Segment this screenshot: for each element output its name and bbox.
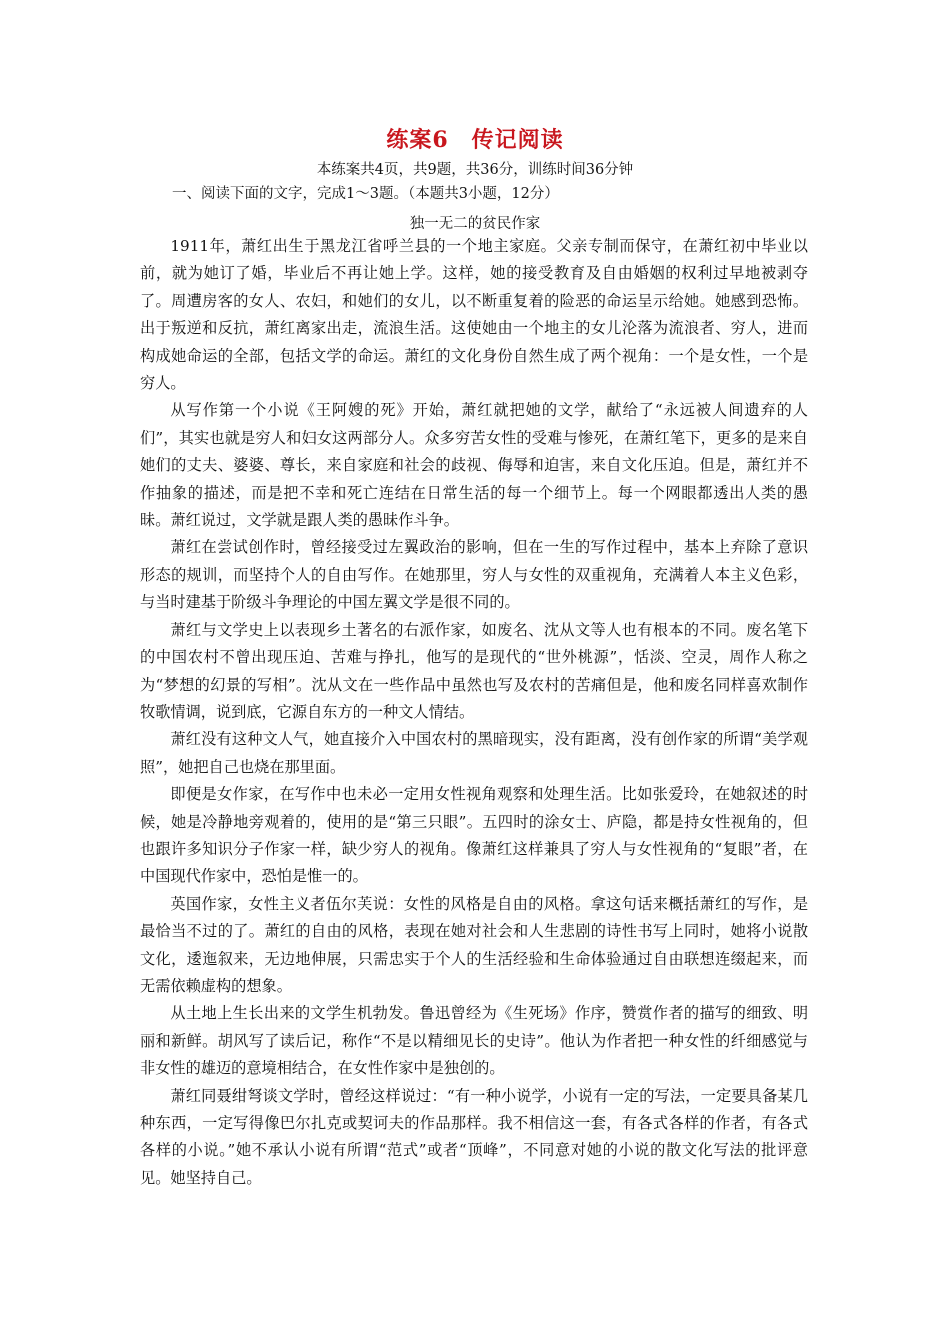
paragraph: 萧红同聂绀弩谈文学时，曾经这样说过：“有一种小说学，小说有一定的写法，一定要具备某几种东西，一定写得像巴尔扎克或契诃夫的作品那样。我不相信这一套，有各式各样的作者，有各式各样的小说。”她不承认小说有所谓“范式”或者“顶峰”，不同意对她的小说的散文化写法的批评意见。她坚持自己。 xyxy=(140,1086,808,1187)
exercise-meta: 本练案共4页，共9题，共36分，训练时间36分钟 xyxy=(316,162,634,178)
paragraph: 萧红与文学史上以表现乡土著名的右派作家，如废名、沈从文等人也有根本的不同。废名笔下的中国农村不曾出现压迫、苦难与挣扎，他写的是现代的“世外桃源”，恬淡、空灵，周作人称之为“梦想的幻景的写相”。沈从文在一些作品中虽然也写及农村的苦痛但是，他和废名同样喜欢制作牧歌情调，说到底，它源自东方的一种文人情结。 xyxy=(140,620,808,721)
paragraph: 1911年，萧红出生于黑龙江省呼兰县的一个地主家庭。父亲专制而保守，在萧红初中毕业以前，就为她订了婚，毕业后不再让她上学。这样，她的接受教育及自由婚姻的权利过早地被剥夺了。周遭房客的女人、农妇，和她们的女儿，以不断重复着的险恶的命运呈示给她。她感到恐怖。出于叛逆和反抗，萧红离家出走，流浪生活。这使她由一个地主的女儿沦落为流浪者、穷人，进而构成她命运的全部，包括文学的命运。萧红的文化身份自然生成了两个视角：一个是女性，一个是穷人。 xyxy=(140,237,808,393)
article-title: 独一无二的贫民作家 xyxy=(409,216,541,232)
paragraph: 即便是女作家，在写作中也未必一定用女性视角观察和处理生活。比如张爱玲，在她叙述的时候，她是冷静地旁观着的，使用的是“第三只眼”。五四时的涂女士、庐隐，都是持女性视角的，但也跟许多知识分子作家一样，缺少穷人的视角。像萧红这样兼具了穷人与女性视角的“复眼”者，在中国现代作家中，恐怕是惟一的。 xyxy=(140,785,808,886)
paragraph: 从土地上生长出来的文学生机勃发。鲁迅曾经为《生死场》作序，赞赏作者的描写的细致、明丽和新鲜。胡风写了读后记，称作“不是以精细见长的史诗”。他认为作者把一种女性的纤细感觉与非女性的雄迈的意境相结合，在女性作家中是独创的。 xyxy=(140,1004,808,1078)
section-instruction: 一、阅读下面的文字，完成1～3题。（本题共3小题，12分） xyxy=(172,186,559,202)
article-body xyxy=(140,233,808,1192)
page-title: 练案6 传记阅读 xyxy=(386,127,564,153)
paragraph: 萧红在尝试创作时，曾经接受过左翼政治的影响，但在一生的写作过程中，基本上弃除了意识形态的规训，而坚持个人的自由写作。在她那里，穷人与女性的双重视角，充满着人本主义色彩，与当时建基于阶级斗争理论的中国左翼文学是很不同的。 xyxy=(140,538,808,612)
paragraph: 从写作第一个小说《王阿嫂的死》开始，萧红就把她的文学，献给了“永远被人间遗弃的人们”，其实也就是穷人和妇女这两部分人。众多穷苦女性的受难与惨死，在萧红笔下，更多的是来自她们的丈夫、婆婆、尊长，来自家庭和社会的歧视、侮辱和迫害，来自文化压迫。但是，萧红并不作抽象的描述，而是把不幸和死亡连结在日常生活的每一个细节上。每一个网眼都透出人类的愚昧。萧红说过，文学就是跟人类的愚昧作斗争。 xyxy=(140,401,808,530)
paragraph: 萧红没有这种文人气，她直接介入中国农村的黑暗现实，没有距离，没有创作家的所谓“美学观照”，她把自己也烧在那里面。 xyxy=(140,730,808,776)
paragraph: 英国作家，女性主义者伍尔芙说：女性的风格是自由的风格。拿这句话来概括萧红的写作，是最恰当不过的了。萧红的自由的风格，表现在她对社会和人生悲剧的诗性书写上同时，她将小说散文化，逶迤叙来，无边地伸展，只需忠实于个人的生活经验和生命体验通过自由联想连缀起来，而无需依赖虚构的想象。 xyxy=(140,894,808,995)
